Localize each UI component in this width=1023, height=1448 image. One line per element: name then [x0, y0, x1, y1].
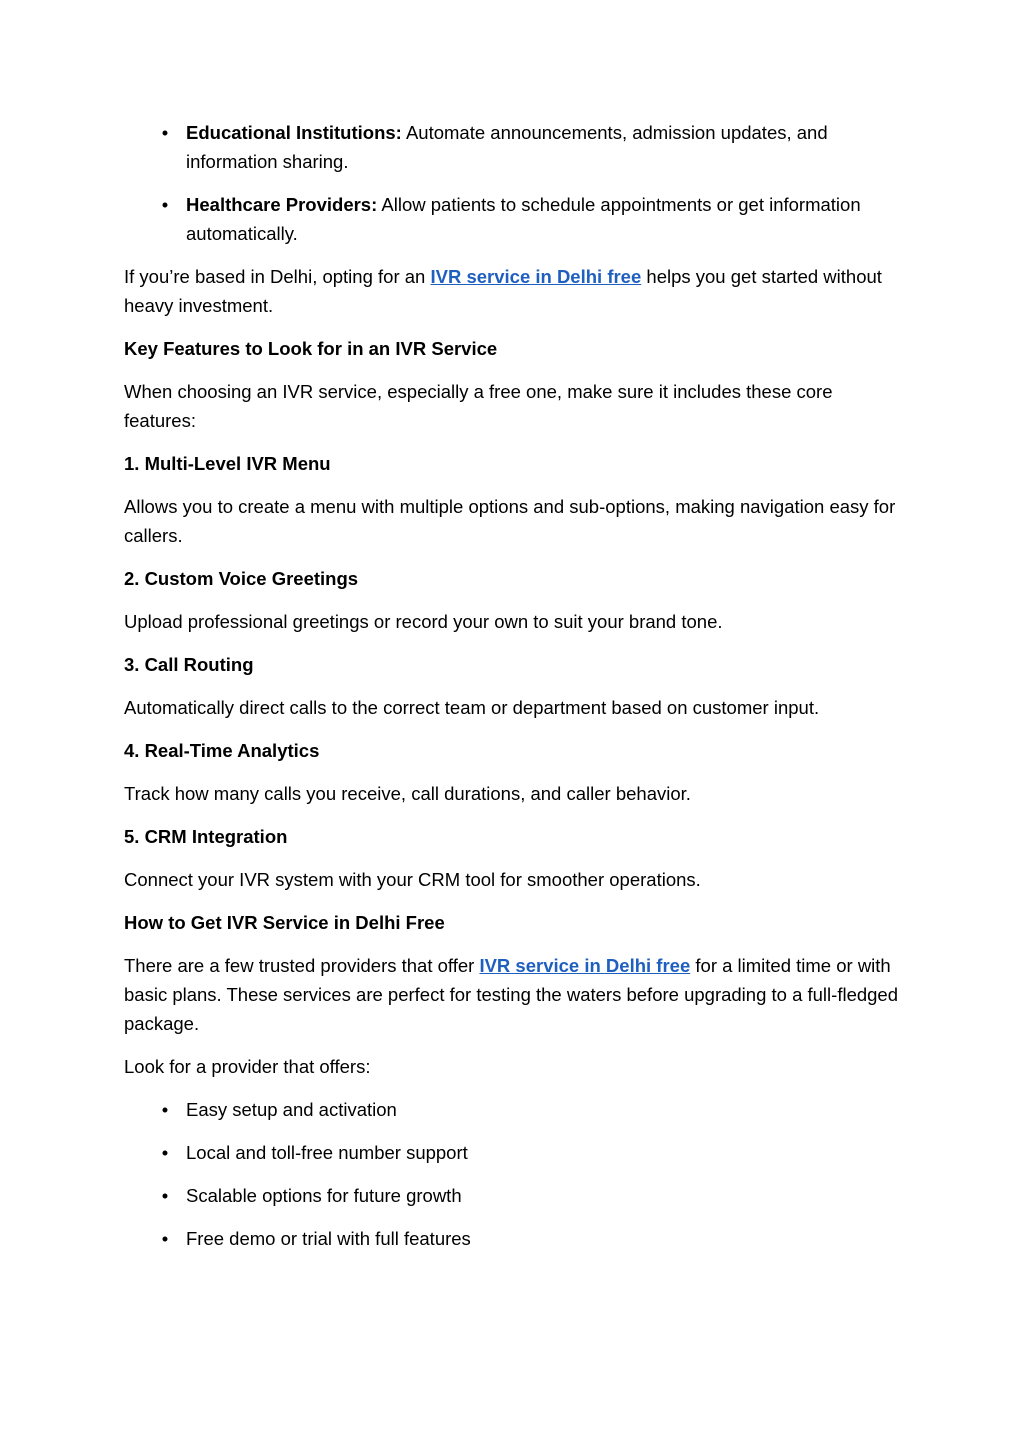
- howto-paragraph: [124, 951, 904, 1038]
- list-item: [124, 190, 904, 248]
- list-item-text: Scalable options for future growth: [186, 1185, 462, 1206]
- howto-text-after: for a limited time or with basic plans. These services are perfect for testing the waters before upgrading to a full-fledged package.: [124, 955, 899, 1034]
- list-item-term: Healthcare Providers:: [186, 194, 378, 215]
- intro-text-after: helps you get started without heavy investment.: [124, 266, 882, 316]
- feature-description: Track how many calls you receive, call durations, and caller behavior.: [124, 783, 691, 804]
- look-for-text: Look for a provider that offers:: [124, 1056, 371, 1077]
- intro-text-before: If you’re based in Delhi, opting for an: [124, 266, 431, 287]
- feature-title: 4. Real-Time Analytics: [124, 740, 320, 761]
- list-item: [124, 1224, 904, 1253]
- list-item-term: Educational Institutions:: [186, 122, 402, 143]
- list-item: [124, 118, 904, 176]
- bullet-icon: •: [161, 1228, 169, 1249]
- bullet-icon: •: [161, 122, 169, 143]
- list-item-text: Free demo or trial with full features: [186, 1228, 471, 1249]
- list-item-text: Easy setup and activation: [186, 1099, 397, 1120]
- feature-description: Automatically direct calls to the correct team or department based on customer input.: [124, 697, 820, 718]
- bullet-icon: •: [161, 1099, 169, 1120]
- list-item-text: Allow patients to schedule appointments or get information automatically.: [186, 194, 861, 244]
- list-item: [124, 1181, 904, 1210]
- feature-title: 1. Multi-Level IVR Menu: [124, 453, 331, 474]
- feature-description: Upload professional greetings or record your own to suit your brand tone.: [124, 611, 723, 632]
- document-page: [124, 118, 904, 1267]
- howto-heading: How to Get IVR Service in Delhi Free: [124, 912, 445, 933]
- ivr-service-link[interactable]: IVR service in Delhi free: [430, 266, 642, 287]
- features-intro: When choosing an IVR service, especially a free one, make sure it includes these core features:: [124, 381, 833, 431]
- bullet-icon: •: [161, 1142, 169, 1163]
- offer-list: [124, 1095, 904, 1253]
- bullet-icon: •: [161, 1185, 169, 1206]
- list-item-text: Automate announcements, admission updates, and information sharing.: [186, 122, 828, 172]
- list-item: [124, 1138, 904, 1167]
- features-heading: Key Features to Look for in an IVR Service: [124, 338, 498, 359]
- howto-text-before: There are a few trusted providers that offer: [124, 955, 480, 976]
- list-item: [124, 1095, 904, 1124]
- feature-description: Allows you to create a menu with multiple options and sub-options, making navigation easy for callers.: [124, 496, 896, 546]
- bullet-icon: •: [161, 194, 169, 215]
- use-case-list: [124, 118, 904, 248]
- list-item-text: Local and toll-free number support: [186, 1142, 468, 1163]
- intro-paragraph: [124, 262, 904, 320]
- feature-description: Connect your IVR system with your CRM tool for smoother operations.: [124, 869, 701, 890]
- ivr-service-link[interactable]: IVR service in Delhi free: [479, 955, 691, 976]
- feature-title: 5. CRM Integration: [124, 826, 288, 847]
- feature-title: 3. Call Routing: [124, 654, 254, 675]
- feature-title: 2. Custom Voice Greetings: [124, 568, 359, 589]
